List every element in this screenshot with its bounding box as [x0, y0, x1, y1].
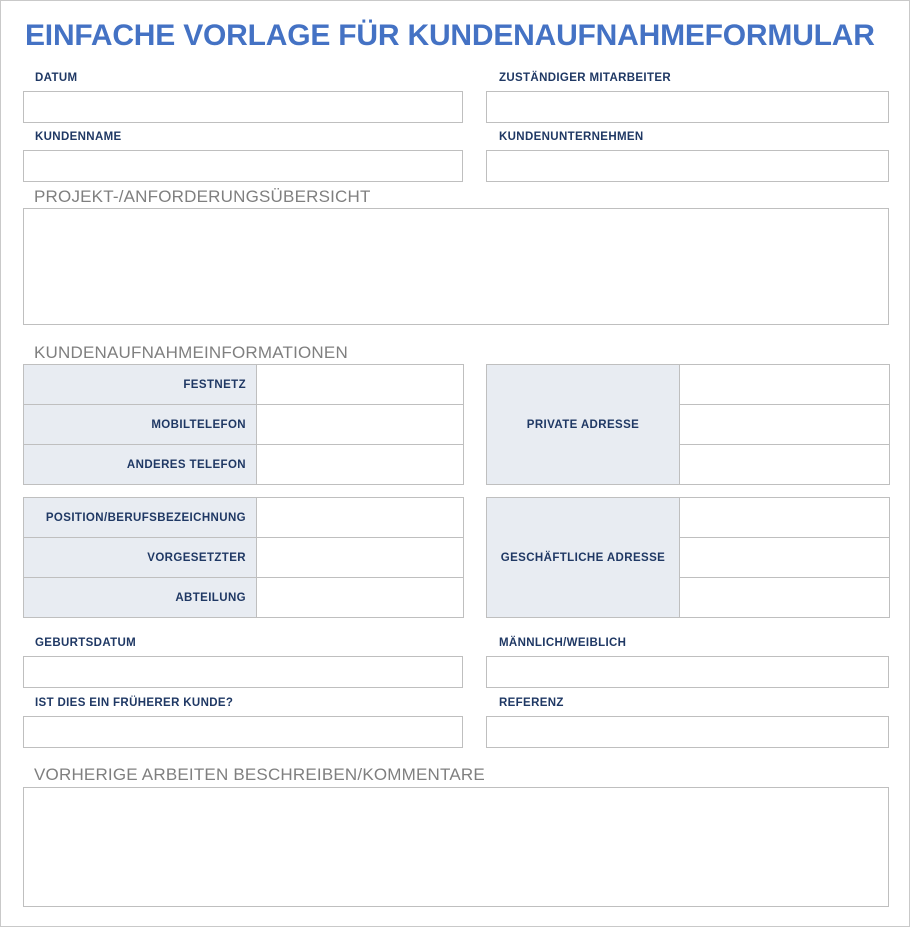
input-geschaeftliche-adresse-line1[interactable]: [680, 498, 889, 537]
input-private-adresse-line2[interactable]: [680, 405, 889, 444]
section-heading-intake-information: KUNDENAUFNAHMEINFORMATIONEN: [34, 343, 348, 362]
input-kundenunternehmen[interactable]: [486, 150, 889, 182]
cell-label-vorgesetzter: VORGESETZTER: [24, 538, 257, 578]
label-maennlich-weiblich: MÄNNLICH/WEIBLICH: [499, 637, 627, 649]
table-row: [487, 498, 890, 538]
label-datum: DATUM: [35, 72, 78, 84]
table-row: [24, 405, 464, 445]
textarea-previous-work-comments[interactable]: [23, 787, 889, 907]
input-geschaeftliche-adresse-line3[interactable]: [680, 578, 889, 617]
input-datum[interactable]: [23, 91, 463, 123]
contact-info-table: [23, 364, 464, 485]
cell-value-abteilung[interactable]: [257, 578, 464, 618]
cell-value-private-adresse-1[interactable]: [680, 365, 890, 405]
job-info-table: [23, 497, 464, 618]
input-zustaendiger-mitarbeiter[interactable]: [486, 91, 889, 123]
page-title: EINFACHE VORLAGE FÜR KUNDENAUFNAHMEFORMULAR: [25, 19, 875, 52]
cell-label-geschaeftliche-adresse: GESCHÄFTLICHE ADRESSE: [487, 498, 680, 618]
table-row: [24, 445, 464, 485]
input-geschaeftliche-adresse-line2[interactable]: [680, 538, 889, 577]
input-referenz[interactable]: [486, 716, 889, 748]
input-anderes-telefon[interactable]: [257, 445, 463, 484]
input-vorgesetzter[interactable]: [257, 538, 463, 577]
cell-label-festnetz: FESTNETZ: [24, 365, 257, 405]
input-private-adresse-line3[interactable]: [680, 445, 889, 484]
cell-value-position-berufsbezeichnung[interactable]: [257, 498, 464, 538]
label-frueherer-kunde: IST DIES EIN FRÜHERER KUNDE?: [35, 697, 234, 709]
cell-value-mobiltelefon[interactable]: [257, 405, 464, 445]
label-referenz: REFERENZ: [499, 697, 564, 709]
label-zustaendiger-mitarbeiter: ZUSTÄNDIGER MITARBEITER: [499, 72, 672, 84]
cell-value-private-adresse-3[interactable]: [680, 445, 890, 485]
label-kundenname: KUNDENNAME: [35, 131, 122, 143]
table-row: [24, 365, 464, 405]
cell-value-anderes-telefon[interactable]: [257, 445, 464, 485]
table-row: [24, 578, 464, 618]
cell-label-abteilung: ABTEILUNG: [24, 578, 257, 618]
cell-label-mobiltelefon: MOBILTELEFON: [24, 405, 257, 445]
home-address-table: [486, 364, 890, 485]
table-row: [24, 498, 464, 538]
table-row: [24, 538, 464, 578]
label-kundenunternehmen: KUNDENUNTERNEHMEN: [499, 131, 644, 143]
cell-value-geschaeftliche-adresse-2[interactable]: [680, 538, 890, 578]
section-heading-previous-work-comments: VORHERIGE ARBEITEN BESCHREIBEN/KOMMENTARE: [34, 765, 485, 784]
cell-label-anderes-telefon: ANDERES TELEFON: [24, 445, 257, 485]
table-row: [487, 365, 890, 405]
input-abteilung[interactable]: [257, 578, 463, 617]
input-geburtsdatum[interactable]: [23, 656, 463, 688]
input-maennlich-weiblich[interactable]: [486, 656, 889, 688]
cell-value-geschaeftliche-adresse-1[interactable]: [680, 498, 890, 538]
input-mobiltelefon[interactable]: [257, 405, 463, 444]
business-address-table: [486, 497, 890, 618]
cell-value-festnetz[interactable]: [257, 365, 464, 405]
input-private-adresse-line1[interactable]: [680, 365, 889, 404]
input-kundenname[interactable]: [23, 150, 463, 182]
cell-value-private-adresse-2[interactable]: [680, 405, 890, 445]
cell-value-vorgesetzter[interactable]: [257, 538, 464, 578]
cell-label-position-berufsbezeichnung: POSITION/BERUFSBEZEICHNUNG: [24, 498, 257, 538]
input-frueherer-kunde[interactable]: [23, 716, 463, 748]
section-heading-project-overview: PROJEKT-/ANFORDERUNGSÜBERSICHT: [34, 187, 371, 206]
cell-label-private-adresse: PRIVATE ADRESSE: [487, 365, 680, 485]
cell-value-geschaeftliche-adresse-3[interactable]: [680, 578, 890, 618]
input-festnetz[interactable]: [257, 365, 463, 404]
label-geburtsdatum: GEBURTSDATUM: [35, 637, 137, 649]
textarea-project-overview[interactable]: [23, 208, 889, 325]
input-position-berufsbezeichnung[interactable]: [257, 498, 463, 537]
